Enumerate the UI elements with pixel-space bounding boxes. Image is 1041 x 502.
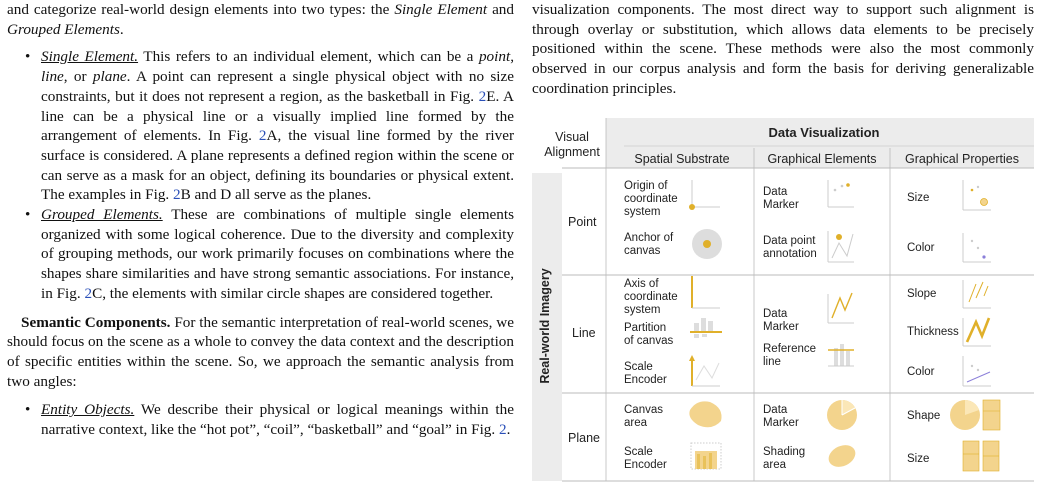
grouped-text-b: C, the elements with similar circle shapes are considered together. — [92, 284, 494, 302]
cell-reference-line — [763, 343, 816, 369]
thumb-slope — [963, 280, 991, 308]
single-text-c: E. A line can be a physical line or a visually implied line formed by the arrangement of elements. In Fig. — [41, 87, 514, 145]
cell-scale-encoder-plane — [624, 446, 667, 472]
entity-text-a: We describe their physical or logical meanings within the narrative context, like the “hot pot”, “coil”, “basketball” and “goal” in Fig. — [41, 401, 514, 439]
intro-end: . — [119, 20, 124, 38]
real-world-imagery-label: Real-world Imagery — [538, 268, 552, 384]
list-item-single — [7, 47, 514, 205]
cell-text: Shading — [763, 446, 806, 458]
left-column — [7, 0, 514, 440]
thumb-partition — [690, 318, 722, 338]
grouped-text-a: These are combinations of multiple single elements organized with some logical coherence. Due to the diversity and complexity of grouping methods, our work primarily focuses on combinations where the shapes share similarities and have strong semantic associations. For instance, in Fig. — [41, 206, 515, 302]
semantic-list — [7, 400, 514, 439]
semantic-text: For the semantic interpretation of real-world scenes, we should focus on the scene as a whole to convey the data context and the description of specific entities within the scene. So, we approach the semantic analysis from two angles: — [7, 313, 514, 390]
cell-text: Origin of — [624, 180, 668, 192]
fig-ref-link[interactable]: 2 — [258, 127, 267, 145]
cell-text: Encoder — [624, 374, 667, 386]
thumb-plane-data-marker — [827, 400, 857, 430]
fig-ref-link[interactable]: 2 — [498, 421, 507, 439]
cell-color: Color — [907, 242, 935, 254]
thumb-line-data-marker — [828, 293, 854, 323]
cell-text: annotation — [763, 248, 817, 260]
cell-slope: Slope — [907, 288, 937, 300]
thumb-anchor-canvas — [692, 229, 722, 259]
thumb-data-marker-point — [828, 180, 854, 207]
row-label-point: Point — [568, 215, 597, 229]
sep1: , — [510, 48, 514, 66]
cell-text: system — [624, 304, 661, 316]
cell-text: coordinate — [624, 193, 678, 205]
bullet-icon: • — [25, 48, 31, 66]
bullet-icon: • — [25, 401, 31, 419]
intro-paragraph — [7, 0, 514, 39]
cell-line-data-marker — [763, 308, 799, 334]
thumb-size — [963, 180, 991, 210]
cell-text: Canvas — [624, 404, 663, 416]
thumb-axis — [692, 276, 720, 308]
cell-text: Data — [763, 404, 788, 416]
cell-shape: Shape — [907, 410, 941, 422]
cell-data-point-annotation — [763, 235, 817, 261]
cell-text: coordinate — [624, 291, 678, 303]
term-single-element: Single Element. — [41, 48, 139, 66]
visual-alignment-label — [542, 130, 602, 160]
cell-text: Marker — [763, 321, 799, 333]
cell-text: area — [763, 459, 787, 471]
thumb-origin-axis — [689, 180, 720, 210]
bullet-icon: • — [25, 206, 31, 224]
cell-axis-coordinate — [624, 278, 678, 317]
list-item-entity — [7, 400, 514, 439]
row-label-plane: Plane — [568, 431, 600, 445]
thumb-scale-encoder-line — [689, 355, 720, 386]
fig-ref-link[interactable]: 2 — [173, 186, 181, 204]
cell-text: Marker — [763, 417, 799, 429]
cell-text: Data point — [763, 235, 816, 247]
semantic-heading: Semantic Components. — [21, 313, 171, 331]
visual-alignment-line1: Visual — [555, 130, 589, 144]
word-line: line — [41, 68, 64, 86]
data-visualization-title: Data Visualization — [768, 125, 880, 140]
col-header-graphical-elements: Graphical Elements — [767, 152, 877, 166]
cell-text: Partition — [624, 322, 667, 334]
cell-text: system — [624, 206, 661, 218]
single-text-a: This refers to an individual element, which can be a — [138, 48, 479, 66]
row-label-line: Line — [572, 326, 596, 340]
intro-grouped: Grouped Elements — [7, 20, 120, 38]
intro-text: and categorize real-world design elements into two types: the — [7, 1, 395, 18]
entity-text-b: . — [506, 421, 511, 439]
thumb-canvas-area — [689, 401, 721, 427]
intro-element: Element — [437, 1, 488, 18]
thumb-scale-encoder-plane — [691, 443, 721, 469]
intro-and: and — [487, 1, 514, 18]
single-text-b: . A point can represent a single physical object with no size constraints, but it does not represent a region, as the basketball in Fig. — [41, 68, 514, 105]
word-plane: plane — [92, 68, 127, 86]
intro-single: Single — [394, 1, 433, 18]
cell-text: Scale — [624, 361, 653, 373]
thumb-color — [963, 233, 991, 262]
cell-text: Reference — [763, 343, 817, 355]
cell-scale-encoder-line — [624, 361, 667, 387]
single-text-d: A, the visual line formed by the river surface is considered. A plane represents a defined region within the scene or can serve as a mask for an object, defining its boundaries or physical extent. The examples in Fig. — [41, 127, 514, 204]
cell-partition-canvas — [624, 322, 673, 348]
thumb-data-point-annotation — [828, 231, 854, 262]
visual-alignment-figure — [532, 118, 1034, 484]
cell-text: Scale — [624, 446, 653, 458]
thumb-shape — [950, 400, 1000, 430]
cell-text: canvas — [624, 245, 661, 257]
right-paragraph: visualization components. The most direct way to support such alignment is through overlay or substitution, which allows data elements to be precisely positioned within the scene. These methods were also the most commonly observed in our corpus analysis and form the basis for deriving generalizable coordination principles. — [532, 1, 1034, 97]
cell-canvas-area — [624, 404, 663, 430]
cell-text: Axis of — [624, 278, 659, 290]
cell-text: line — [763, 356, 781, 368]
cell-plane-size: Size — [907, 453, 930, 465]
fig-ref-link[interactable]: 2 — [478, 87, 487, 105]
sep2: , or — [63, 68, 93, 86]
thumb-size-plane — [963, 441, 999, 471]
term-grouped-elements: Grouped Elements. — [41, 206, 163, 224]
cell-text: Encoder — [624, 459, 667, 471]
visual-alignment-line2: Alignment — [544, 145, 600, 159]
cell-text: area — [624, 417, 648, 429]
right-column — [532, 0, 1034, 99]
cell-thickness: Thickness — [907, 326, 959, 338]
col-header-graphical-properties: Graphical Properties — [905, 152, 1019, 166]
col-header-spatial-substrate: Spatial Substrate — [634, 152, 730, 166]
thumb-shading-area — [825, 441, 859, 471]
cell-origin-coordinate — [624, 180, 678, 219]
term-entity-objects: Entity Objects. — [41, 401, 135, 419]
cell-text: of canvas — [624, 335, 674, 347]
cell-text: Data — [763, 308, 788, 320]
cell-point-data-marker — [763, 186, 799, 212]
list-item-grouped — [7, 205, 514, 304]
cell-text: Anchor of — [624, 232, 674, 244]
semantic-paragraph — [7, 313, 514, 392]
element-types-list — [7, 47, 514, 303]
cell-size: Size — [907, 192, 930, 204]
thumb-thickness — [963, 318, 991, 346]
thumb-line-color — [963, 356, 991, 386]
cell-line-color: Color — [907, 366, 935, 378]
cell-plane-data-marker — [763, 404, 799, 430]
fig-ref-link[interactable]: 2 — [84, 284, 93, 302]
cell-text: Marker — [763, 199, 799, 211]
cell-shading-area — [763, 446, 805, 472]
thumb-reference-line — [828, 344, 854, 366]
word-point: point — [478, 48, 511, 66]
cell-anchor-canvas — [624, 232, 673, 258]
cell-text: Data — [763, 186, 788, 198]
single-text-e: B and D all serve as the planes. — [180, 186, 372, 204]
